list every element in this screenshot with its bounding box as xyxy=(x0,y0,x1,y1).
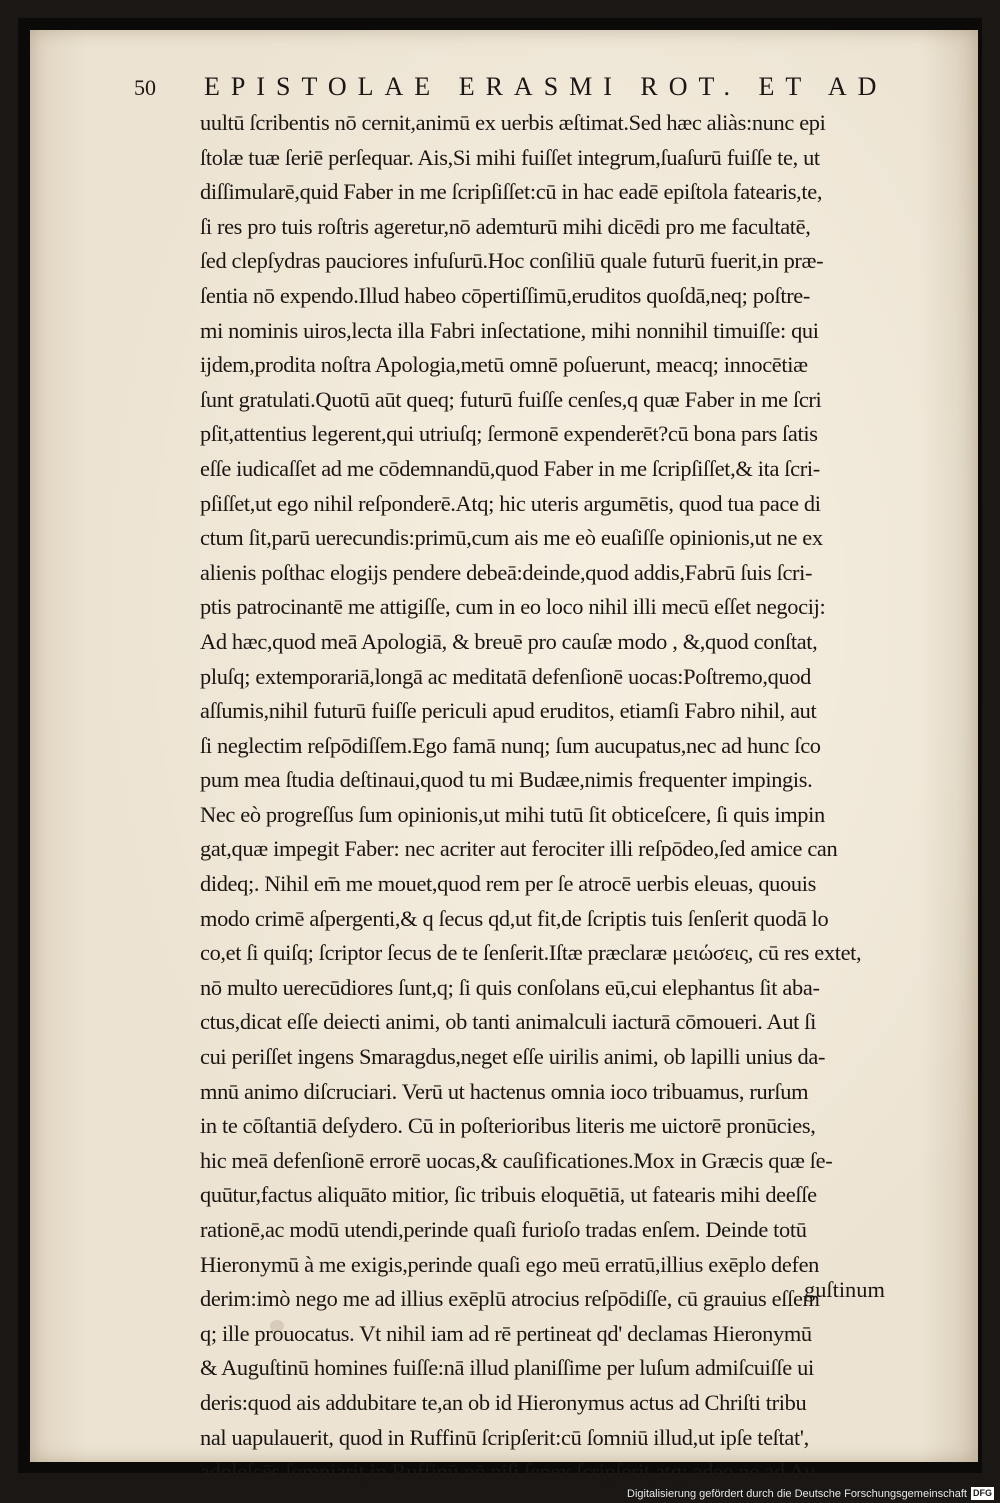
text-line: mnū animo diſcruciari. Verū ut hactenus omnia ioco tribuamus, rurſum xyxy=(200,1078,809,1104)
text-line: pluſq; extemporariā,longā ac meditatā defenſionē uocas:Poſtremo,quod xyxy=(200,663,812,689)
text-line: ſentia nō expendo.Illud habeo cōpertiſſimū,eruditos quoſdā,neq; poſtre- xyxy=(200,282,811,308)
text-line: nō multo uerecūdiores ſunt,q; ſi quis conſolans eū,cui elephantus ſit aba- xyxy=(200,974,820,1000)
text-line: hic meā defenſionē errorē uocas,& cauſificationes.Mox in Græcis quæ ſe- xyxy=(200,1147,833,1173)
dfg-logo: DFG xyxy=(973,1488,992,1498)
text-line: pum mea ſtudia deſtinaui,quod tu mi Budæe,nimis frequenter impingis. xyxy=(200,767,813,793)
text-line: ptis patrocinantē me attigiſſe, cum in eo loco nihil illi mecū eſſet negocij: xyxy=(200,594,826,620)
text-line: deris:quod ais addubitare te,an ob id Hieronymus actus ad Chriſti tribu xyxy=(200,1389,807,1415)
text-line: uultū ſcribentis nō cernit,animū ex uerbis æſtimat.Sed hæc aliàs:nunc epi xyxy=(200,110,826,135)
catchword: guſtinum xyxy=(804,1277,885,1302)
text-line: gat,quæ impegit Faber: nec acriter aut ferociter illi reſpōdeo,ſed amice can xyxy=(200,836,838,862)
text-line: eſſe iudicaſſet ad me cōdemnandū,quod Faber in me ſcripſiſſet,& ita ſcri- xyxy=(200,455,820,481)
text-line: mi nominis uiros,lecta illa Fabri inſectatione, mihi nonnihil timuiſſe: qui xyxy=(200,317,819,343)
text-line: ſi neglectim reſpōdiſſem.Ego famā nunq; ſum aucupatus,nec ad hunc ſco xyxy=(200,732,821,758)
text-line: Nec eò progreſſus ſum opinionis,ut mihi tutū ſit obticeſcere, ſi quis impin xyxy=(200,801,825,827)
text-line: dideq;. Nihil em̄ me mouet,quod rem per ſe atrocē uerbis eleuas, quouis xyxy=(200,871,816,897)
text-line: quūtur,factus aliquāto mitior, ſic tribuis eloquētiā, ut fatearis mihi deeſſe xyxy=(200,1182,817,1208)
footer-bar xyxy=(0,1484,1000,1503)
text-line: derim:imò nego me ad illius exēplū atrocius reſpōdiſſe, cū grauius eſſem xyxy=(200,1286,820,1312)
text-line: q; ille prouocatus. Vt nihil iam ad rē pertineat qd' declamas Hieronymū xyxy=(200,1320,812,1346)
text-line: diſſimularē,quid Faber in me ſcripſiſſet:cū in hac eadē epiſtola fatearis,te, xyxy=(200,179,823,205)
text-line: adoleſcēs ſomniarit,in Ruffinū nō niſi ſenex ſcripſerit,atq; adeo ne ad Au xyxy=(200,1459,816,1485)
text-line: Hieronymū à me exigis,perinde quaſi ego meū erratū,illius exēplo defen xyxy=(200,1251,820,1277)
text-line: nal uapulauerit, quod in Ruffinū ſcripſerit:cū ſomniū illud,ut ipſe teſtat', xyxy=(200,1424,809,1450)
text-line: Ad hæc,quod meā Apologiā, & breuē pro cauſæ modo , &,quod conſtat, xyxy=(200,628,818,654)
text-line: ctum ſit,parū uerecundis:primū,cum ais me eò euaſiſſe opinionis,ut ne ex xyxy=(200,525,823,551)
text-line: & Auguſtinū homines fuiſſe:nā illud planiſſime per luſum admiſcuiſſe ui xyxy=(200,1355,814,1381)
text-line: alienis poſthac elogijs pendere debeā:deinde,quod addis,Fabrū ſuis ſcri- xyxy=(200,559,813,585)
text-line: pſiſſet,ut ego nihil reſponderē.Atq; hic uteris argumētis, quod tua pace di xyxy=(200,490,821,516)
text-line: ſunt gratulati.Quotū aūt queq; futurū fuiſſe cenſes,q quæ Faber in me ſcri xyxy=(200,386,822,412)
text-line: ſi res pro tuis roſtris ageretur,nō ademturū mihi dicēdi pro me facultatē, xyxy=(200,213,811,239)
text-line: modo crimē aſpergenti,& q ſecus qd,ut fit,de ſcriptis tuis ſenſerit quodā lo xyxy=(200,905,829,931)
text-line: ctus,dicat eſſe deiecti animi, ob tanti animalculi iacturā cōmoueri. Aut ſi xyxy=(200,1009,817,1035)
running-head xyxy=(134,72,914,102)
text-line: co,et ſi quiſq; ſcriptor ſecus de te ſenſerit.Iſtæ præclaræ μειώσεις, cū res extet, xyxy=(200,940,862,966)
text-line: aſſumis,nihil futurū fuiſſe periculi apud eruditos, etiamſi Fabro nihil, aut xyxy=(200,698,817,724)
text-line: ſtolæ tuæ ſeriē perſequar. Ais,Si mihi fuiſſet integrum,ſuaſurū fuiſſe te, ut xyxy=(200,144,820,170)
text-line: ſed clepſydras pauciores infuſurū.Hoc conſiliū quale futurū fuerit,in præ- xyxy=(200,248,824,274)
text-line: rationē,ac modū utendi,perinde quaſi furioſo tradas enſem. Deinde totū xyxy=(200,1217,807,1242)
text-line: in te cōſtantiā deſydero. Cū in poſterioribus literis me uictorē pronūcies, xyxy=(200,1113,816,1139)
page-number: 50 xyxy=(134,75,156,100)
text-line: pſit,attentius legerent,qui utriuſq; ſermonē expenderēt?cū bona pars ſatis xyxy=(200,421,818,447)
text-line: cui periſſet ingens Smaragdus,neget eſſe uirilis animi, ob lapilli unius da- xyxy=(200,1044,826,1070)
text-line: ijdem,prodita noſtra Apologia,metū omnē poſuerunt, meacq; innocētiæ xyxy=(200,352,808,378)
running-title: EPISTOLAE ERASMI ROT. ET AD xyxy=(204,72,888,101)
funding-credit: Digitalisierung gefördert durch die Deutsche Forschungsgemeinschaft xyxy=(627,1487,967,1500)
